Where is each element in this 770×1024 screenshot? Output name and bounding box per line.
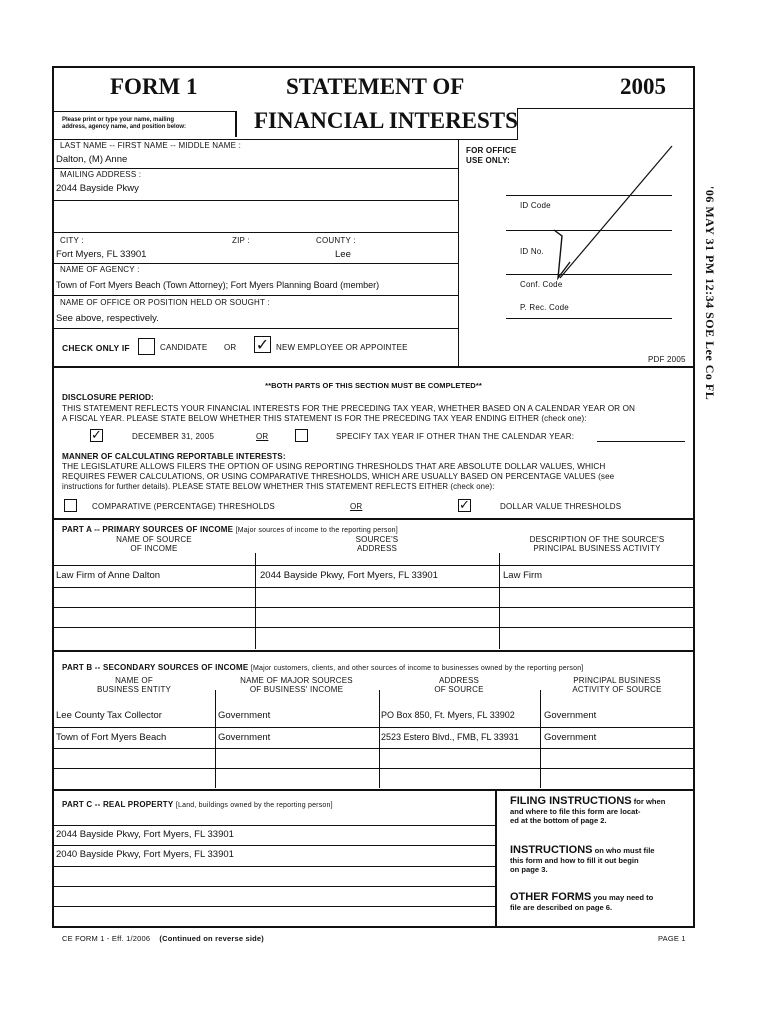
table-line: [54, 565, 694, 566]
part-b-title: PART B -- SECONDARY SOURCES OF INCOME: [62, 663, 249, 672]
print-instruction-line2: address, agency name, and position below:: [62, 124, 187, 130]
row-divider: [54, 295, 458, 296]
city-value[interactable]: Fort Myers, FL 33901: [56, 249, 147, 260]
col-header-line: BUSINESS ENTITY: [96, 685, 172, 694]
col-header-line: SOURCE'S: [355, 535, 399, 544]
table-line: [54, 727, 694, 728]
office-use-marks: [540, 142, 680, 286]
section-divider: [52, 518, 695, 520]
part-c-title: PART C -- REAL PROPERTY: [62, 800, 174, 809]
part-c-header: [62, 800, 333, 809]
filing-instructions: [510, 797, 690, 826]
section-divider: [52, 789, 695, 791]
statement-title-line2: FINANCIAL INTERESTS: [254, 108, 518, 133]
other-forms-heading: OTHER FORMS: [510, 891, 592, 903]
col-header-line: NAME OF MAJOR SOURCES: [240, 676, 353, 685]
part-a-subtitle: [Major sources of income to the reporting person]: [235, 527, 398, 534]
disclosure-period-text-2: A FISCAL YEAR. PLEASE STATE BELOW WHETHER THIS STATEMENT IS FOR THE PRECEDING TAX YEAR ENDING EITHER (check one):: [62, 414, 587, 423]
county-value[interactable]: Lee: [335, 249, 351, 260]
part-b-col1-header: [54, 676, 214, 694]
part-b-row-source[interactable]: Government: [218, 710, 271, 721]
table-line: [54, 845, 495, 846]
part-a-title: PART A -- PRIMARY SOURCES OF INCOME: [62, 525, 234, 534]
row-divider: [54, 168, 458, 169]
office-line: [506, 274, 672, 275]
instruction-text: and where to file this form are locat-: [510, 806, 641, 816]
specify-year-line[interactable]: [597, 441, 685, 442]
part-a-header: [62, 525, 398, 534]
manner-text-3: instructions for further details). PLEASE STATE BELOW WHETHER THIS STATEMENT REFLECTS EITHER (check one):: [62, 482, 495, 491]
col-header-line: PRINCIPAL BUSINESS ACTIVITY: [533, 544, 661, 553]
check-only-label: CHECK ONLY IF: [62, 343, 130, 353]
instruction-text: on who must file: [594, 846, 655, 855]
specify-year-label: SPECIFY TAX YEAR IF OTHER THAN THE CALENDAR YEAR:: [336, 432, 575, 441]
table-line: [54, 768, 694, 769]
manner-heading: MANNER OF CALCULATING REPORTABLE INTERESTS:: [62, 452, 286, 461]
part-a-col1-header: [54, 535, 254, 553]
manner-text-2: REQUIRES FEWER CALCULATIONS, OR USING COMPARATIVE THRESHOLDS, WHICH ARE USUALLY BASED ON PERCENTAGE VALUES (see: [62, 472, 615, 481]
col-header-line: ACTIVITY OF SOURCE: [572, 685, 662, 694]
new-employee-checkbox[interactable]: ✓: [255, 335, 270, 354]
col-header-line: OF INCOME: [130, 544, 178, 553]
instruction-text: you may need to: [593, 893, 654, 902]
office-line: [506, 230, 672, 231]
form-year: 2005: [620, 74, 666, 99]
or-label: OR: [350, 502, 363, 511]
table-line: [54, 866, 495, 867]
table-vline: [255, 553, 256, 649]
col-header-line: NAME OF: [115, 676, 153, 685]
instruction-text: on page 3.: [510, 865, 548, 874]
part-a-row-name[interactable]: Law Firm of Anne Dalton: [56, 570, 161, 581]
id-no-label: ID No.: [520, 247, 544, 256]
col-header-line: NAME OF SOURCE: [116, 535, 192, 544]
row-divider: [54, 263, 458, 264]
instruction-text: file are described on page 6.: [510, 902, 613, 912]
table-line: [54, 748, 694, 749]
row-divider: [54, 232, 458, 233]
both-parts-notice: **BOTH PARTS OF THIS SECTION MUST BE COMPLETED**: [265, 381, 482, 390]
part-b-row-address[interactable]: 2523 Estero Blvd., FMB, FL 33931: [381, 732, 519, 742]
pdf-label: PDF 2005: [648, 355, 686, 364]
agency-value[interactable]: Town of Fort Myers Beach (Town Attorney); Fort Myers Planning Board (member): [56, 280, 380, 290]
city-label: CITY :: [60, 236, 84, 245]
table-line: [54, 587, 694, 588]
print-instruction-line1: Please print or type your name, mailing: [62, 117, 175, 123]
instruction-line: [510, 893, 690, 903]
manner-text-1: THE LEGISLATURE ALLOWS FILERS THE OPTION OF USING REPORTING THRESHOLDS THAT ARE ABSOLUTE DOLLAR VALUES, WHICH: [62, 462, 606, 471]
comparative-checkbox[interactable]: [64, 499, 77, 512]
office-box-top: [517, 108, 694, 109]
part-b-row-entity[interactable]: Town of Fort Myers Beach: [56, 732, 167, 743]
comparative-label: COMPARATIVE (PERCENTAGE) THRESHOLDS: [92, 502, 275, 511]
or-label: OR: [224, 343, 237, 352]
part-a-row-address[interactable]: 2044 Bayside Pkwy, Fort Myers, FL 33901: [260, 570, 438, 581]
or-label: OR: [256, 432, 269, 441]
section-divider: [52, 650, 695, 652]
check-mark-icon: [554, 230, 570, 278]
general-instructions: [510, 846, 690, 875]
other-forms: [510, 893, 690, 912]
office-line: [506, 318, 672, 319]
zip-label: ZIP :: [232, 236, 250, 245]
dollar-value-label: DOLLAR VALUE THRESHOLDS: [500, 502, 622, 511]
table-vline: [215, 690, 216, 788]
part-c-row[interactable]: 2044 Bayside Pkwy, Fort Myers, FL 33901: [56, 829, 234, 840]
row-divider: [54, 328, 458, 329]
specify-year-checkbox[interactable]: [295, 429, 308, 442]
table-line: [54, 906, 495, 907]
office-line: [506, 195, 672, 196]
row-divider: [54, 200, 458, 201]
office-label: NAME OF OFFICE OR POSITION HELD OR SOUGHT :: [60, 298, 270, 307]
new-employee-label: NEW EMPLOYEE OR APPOINTEE: [276, 343, 408, 352]
office-use-title-line1: FOR OFFICE: [466, 146, 517, 155]
mailing-value[interactable]: 2044 Bayside Pkwy: [56, 183, 139, 194]
part-b-header: [62, 663, 583, 672]
dec31-checkbox[interactable]: ✓: [91, 428, 102, 443]
candidate-checkbox[interactable]: [138, 338, 155, 355]
table-line: [54, 607, 694, 608]
filing-instructions-heading: FILING INSTRUCTIONS: [510, 795, 632, 807]
part-b-row-entity[interactable]: Lee County Tax Collector: [56, 710, 162, 721]
header-divider: [54, 139, 517, 140]
p-rec-code-label: P. Rec. Code: [520, 303, 569, 312]
dollar-value-checkbox[interactable]: ✓: [459, 498, 470, 513]
office-use-title-line2: USE ONLY:: [466, 156, 511, 165]
form-id-text: CE FORM 1 - Eff. 1/2006: [62, 934, 151, 943]
office-value[interactable]: See above, respectively.: [56, 313, 159, 324]
footer-form-id: [62, 934, 264, 943]
col-header-line: OF SOURCE: [434, 685, 484, 694]
col-header-line: PRINCIPAL BUSINESS: [573, 676, 661, 685]
statement-title-line1: STATEMENT OF: [286, 74, 465, 99]
part-b-col3-header: [379, 676, 539, 694]
office-slash-line: [560, 146, 672, 278]
disclosure-period-heading: DISCLOSURE PERIOD:: [62, 393, 154, 402]
part-c-divider: [495, 789, 497, 928]
col-header-line: DESCRIPTION OF THE SOURCE'S: [529, 535, 665, 544]
col-header-line: ADDRESS: [438, 676, 480, 685]
id-code-label: ID Code: [520, 201, 551, 210]
form-title: FORM 1: [110, 74, 198, 99]
part-a-col3-header: [500, 535, 694, 553]
office-box-left-top: [517, 108, 518, 140]
page-number: PAGE 1: [658, 934, 686, 943]
agency-label: NAME OF AGENCY :: [60, 265, 140, 274]
mailing-label: MAILING ADDRESS :: [60, 170, 142, 179]
section-divider: [52, 366, 695, 368]
col-header-line: OF BUSINESS' INCOME: [249, 685, 344, 694]
received-stamp: '06 MAY 31 PM 12:34 SOE Lee Co FL: [703, 186, 717, 401]
conf-code-label: Conf. Code: [520, 280, 563, 289]
disclosure-period-text-1: THIS STATEMENT REFLECTS YOUR FINANCIAL INTERESTS FOR THE PRECEDING TAX YEAR, WHETHER BASED ON A CALENDAR YEAR OR ON: [62, 404, 636, 413]
office-box-left: [458, 139, 459, 366]
table-vline: [499, 553, 500, 649]
table-vline: [540, 690, 541, 788]
table-line: [54, 825, 495, 826]
part-b-col2-header: [215, 676, 378, 694]
col-header-line: ADDRESS: [356, 544, 398, 553]
instruction-line: [510, 846, 690, 856]
part-b-row-activity[interactable]: Government: [544, 710, 597, 721]
instruction-line: [510, 797, 690, 807]
table-line: [54, 886, 495, 887]
name-value[interactable]: Dalton, (M) Anne: [56, 154, 128, 165]
table-vline: [379, 690, 380, 788]
part-b-col4-header: [540, 676, 694, 694]
instruction-text: this form and how to fill it out begin: [510, 855, 639, 865]
part-b-row-activity[interactable]: Government: [544, 732, 597, 743]
dec31-label: DECEMBER 31, 2005: [132, 432, 215, 441]
instructions-heading: INSTRUCTIONS: [510, 844, 593, 856]
name-label: LAST NAME -- FIRST NAME -- MIDDLE NAME :: [60, 141, 242, 150]
part-b-row-source[interactable]: Government: [218, 732, 271, 743]
county-label: COUNTY :: [316, 236, 356, 245]
instruction-text: ed at the bottom of page 2.: [510, 816, 607, 825]
part-c-row[interactable]: 2040 Bayside Pkwy, Fort Myers, FL 33901: [56, 849, 234, 860]
part-b-row-address[interactable]: PO Box 850, Ft. Myers, FL 33902: [381, 710, 515, 720]
table-line: [54, 627, 694, 628]
instruction-text: for when: [633, 797, 666, 806]
part-c-subtitle: [Land, buildings owned by the reporting person]: [175, 802, 333, 809]
part-a-row-activity[interactable]: Law Firm: [503, 570, 543, 581]
continued-text: (Continued on reverse side): [159, 934, 264, 943]
part-a-col2-header: [255, 535, 499, 553]
part-b-subtitle: [Major customers, clients, and other sources of income to businesses owned by the reporting person]: [250, 665, 584, 672]
candidate-label: CANDIDATE: [160, 343, 208, 352]
